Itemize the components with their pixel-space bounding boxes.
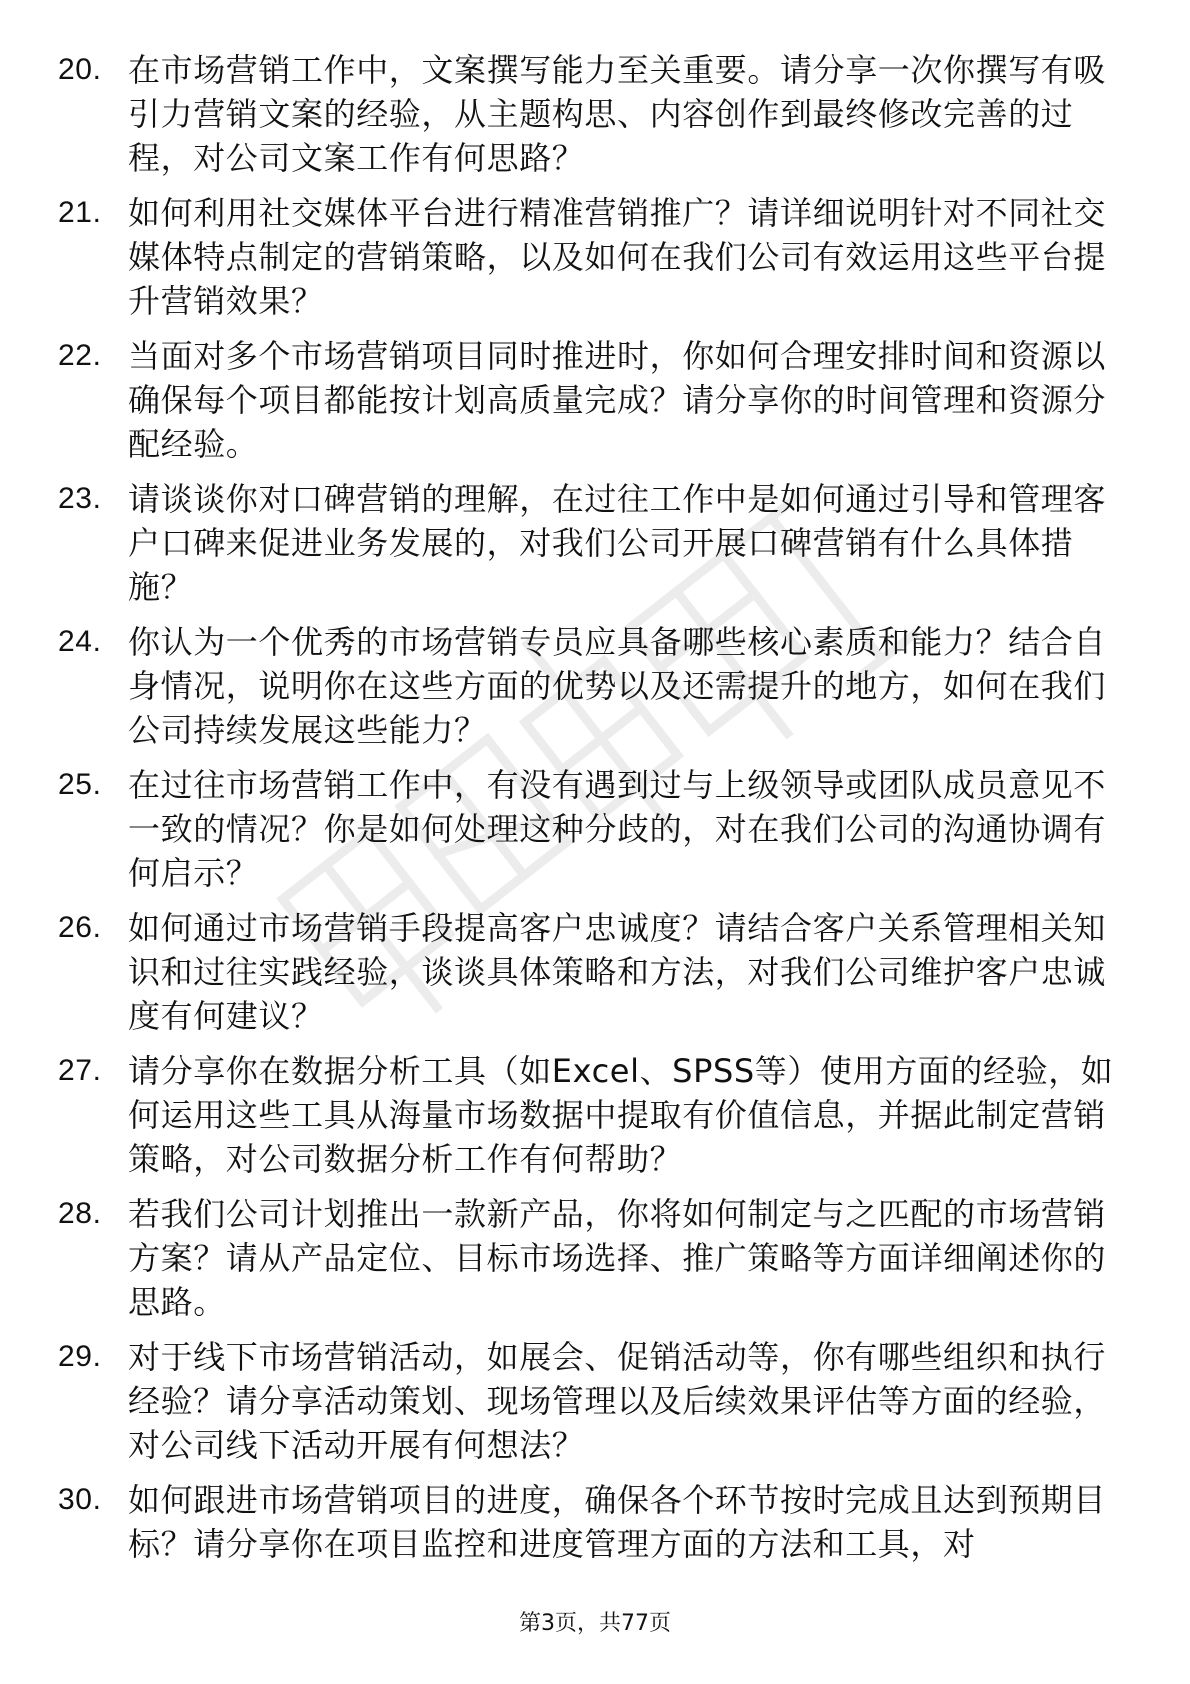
question-number: 22. [58,339,102,372]
question-text: 在过往市场营销工作中，有没有遇到过与上级领导或团队成员意见不一致的情况？你是如何处理这种分歧的，对在我们公司的沟通协调有何启示？ [128,766,1107,892]
question-item [0,477,1118,609]
question-list [0,48,1190,1577]
question-number: 29. [58,1340,102,1373]
question-item [0,48,1118,180]
question-item [0,1192,1118,1324]
question-text: 如何跟进市场营销项目的进度，确保各个环节按时完成且达到预期目标？请分享你在项目监控和进度管理方面的方法和工具，对 [128,1481,1107,1563]
question-text: 请分享你在数据分析工具（如Excel、SPSS等）使用方面的经验，如何运用这些工具从海量市场数据中提取有价值信息，并据此制定营销策略，对公司数据分析工作有何帮助？ [128,1052,1114,1178]
question-number: 28. [58,1197,102,1230]
question-text: 对于线下市场营销活动，如展会、促销活动等，你有哪些组织和执行经验？请分享活动策划、现场管理以及后续效果评估等方面的经验，对公司线下活动开展有何想法？ [128,1338,1107,1464]
question-item [0,1049,1118,1181]
question-number: 23. [58,482,102,515]
question-text: 你认为一个优秀的市场营销专员应具备哪些核心素质和能力？结合自身情况，说明你在这些方面的优势以及还需提升的地方，如何在我们公司持续发展这些能力？ [128,623,1107,749]
question-text: 在市场营销工作中，文案撰写能力至关重要。请分享一次你撰写有吸引力营销文案的经验，从主题构思、内容创作到最终修改完善的过程，对公司文案工作有何思路？ [128,51,1107,177]
question-number: 20. [58,53,102,86]
question-text: 当面对多个市场营销项目同时推进时，你如何合理安排时间和资源以确保每个项目都能按计划高质量完成？请分享你的时间管理和资源分配经验。 [128,337,1107,463]
page-number-label: 第3页，共77页 [519,1611,671,1636]
question-number: 30. [58,1483,102,1516]
question-item [0,191,1118,323]
question-number: 24. [58,625,102,658]
question-item [0,906,1118,1038]
page-footer [0,1606,1190,1637]
question-item [0,763,1118,895]
question-number: 25. [58,768,102,801]
question-text: 请谈谈你对口碑营销的理解，在过往工作中是如何通过引导和管理客户口碑来促进业务发展的，对我们公司开展口碑营销有什么具体措施？ [128,480,1107,606]
question-item [0,1335,1118,1467]
question-item [0,334,1118,466]
question-text: 如何利用社交媒体平台进行精准营销推广？请详细说明针对不同社交媒体特点制定的营销策略，以及如何在我们公司有效运用这些平台提升营销效果？ [128,194,1107,320]
question-number: 26. [58,911,102,944]
question-item [0,620,1118,752]
question-number: 21. [58,196,102,229]
question-item [0,1478,1118,1566]
question-text: 如何通过市场营销手段提高客户忠诚度？请结合客户关系管理相关知识和过往实践经验，谈谈具体策略和方法，对我们公司维护客户忠诚度有何建议？ [128,909,1107,1035]
question-number: 27. [58,1054,102,1087]
question-text: 若我们公司计划推出一款新产品，你将如何制定与之匹配的市场营销方案？请从产品定位、目标市场选择、推广策略等方面详细阐述你的思路。 [128,1195,1107,1321]
